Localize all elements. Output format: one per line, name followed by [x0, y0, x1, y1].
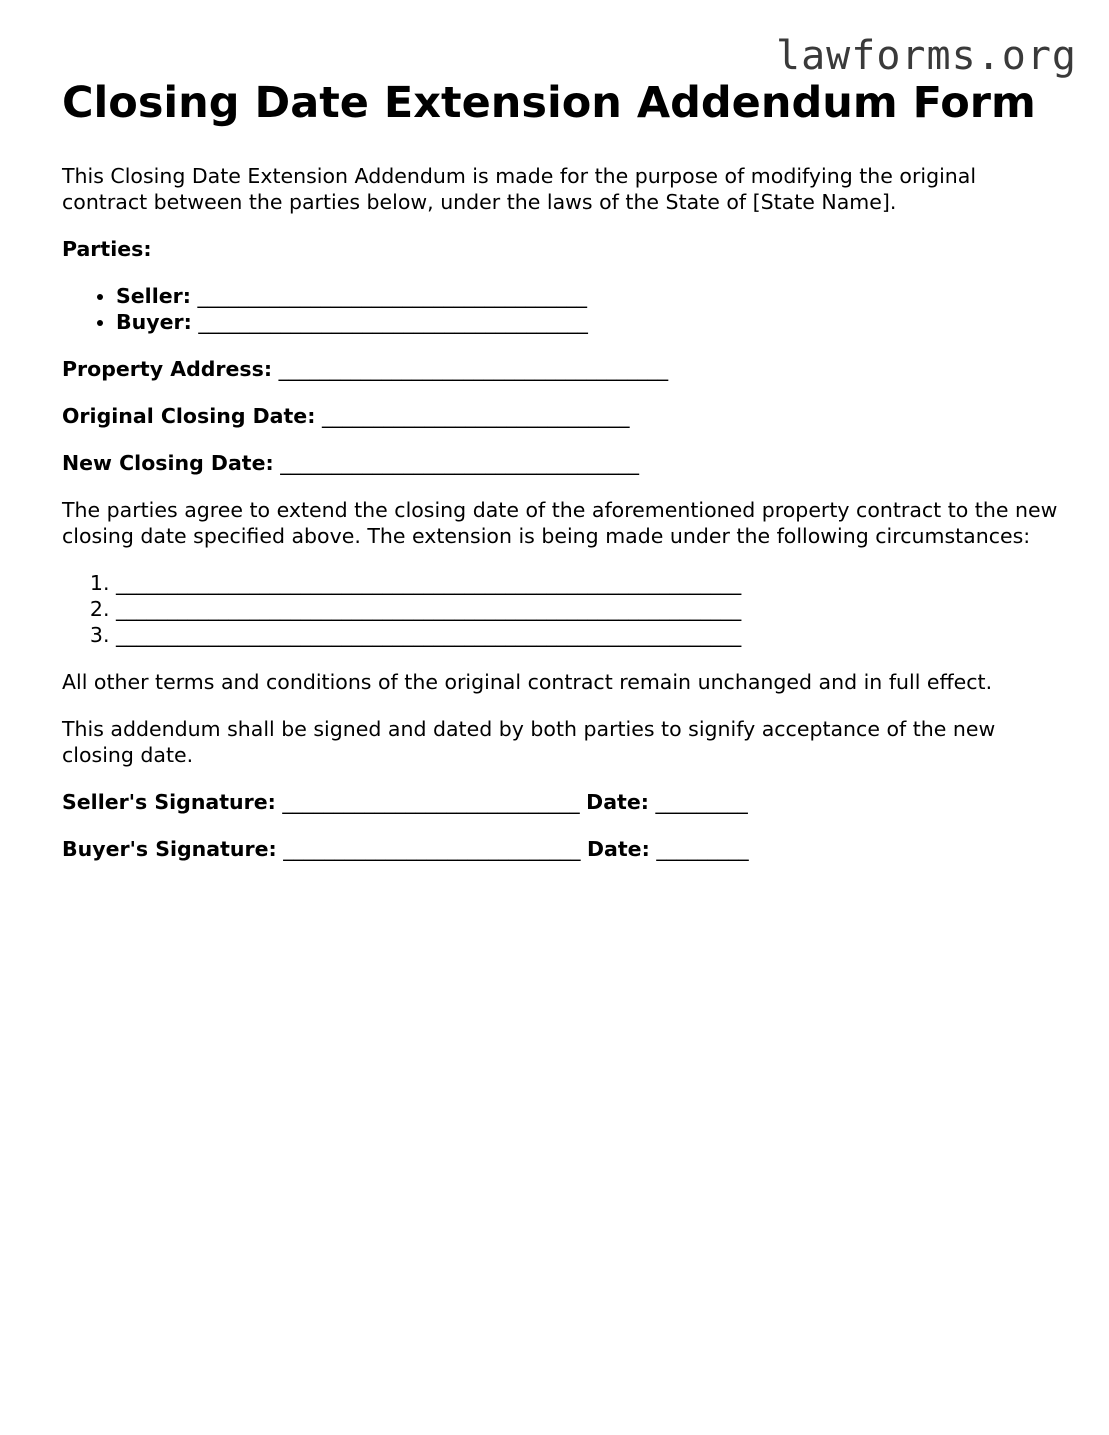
list-item-buyer: [116, 309, 1062, 335]
original-closing-date-label: Original Closing Date:: [62, 404, 316, 428]
circumstances-list: [62, 570, 1062, 648]
seller-date-label: Date:: [586, 790, 649, 814]
seller-blank-field[interactable]: ______________________________________: [197, 284, 587, 308]
seller-label: Seller:: [116, 284, 191, 308]
site-watermark: lawforms.org: [776, 33, 1077, 79]
seller-date-blank-field[interactable]: _________: [655, 790, 748, 814]
buyer-blank-field[interactable]: ______________________________________: [198, 310, 588, 334]
seller-signature-line: [62, 789, 1062, 815]
terms-paragraph: All other terms and conditions of the original contract remain unchanged and in full effect.: [62, 670, 993, 694]
buyer-signature-label: Buyer's Signature:: [62, 837, 277, 861]
list-item[interactable]: 2. _____________________________________________________________: [116, 596, 1062, 622]
buyer-date-blank-field[interactable]: _________: [656, 837, 749, 861]
new-closing-date-label: New Closing Date:: [62, 451, 274, 475]
parties-heading: [62, 236, 1062, 262]
signing-note-paragraph: This addendum shall be signed and dated by both parties to signify acceptance of the new closing date.: [62, 717, 996, 767]
property-address-line: [62, 356, 1062, 382]
buyer-signature-line: [62, 836, 1062, 862]
buyer-label: Buyer:: [116, 310, 192, 334]
original-closing-date-line: [62, 403, 1062, 429]
parties-heading-label: Parties:: [62, 237, 152, 261]
page-title: Closing Date Extension Addendum Form: [62, 78, 1036, 128]
list-item-seller: [116, 283, 1062, 309]
buyer-date-label: Date:: [587, 837, 650, 861]
agreement-paragraph: The parties agree to extend the closing date of the aforementioned property contract to the new closing date specified above. The extension is being made under the following circumstances:: [62, 498, 1058, 548]
document-body: [62, 78, 1062, 883]
seller-signature-label: Seller's Signature:: [62, 790, 276, 814]
original-closing-date-blank-field[interactable]: ______________________________: [321, 404, 630, 428]
intro-paragraph: This Closing Date Extension Addendum is made for the purpose of modifying the original contract between the parties below, under the laws of the State of [State Name].: [62, 164, 977, 214]
parties-list: [62, 283, 1062, 335]
buyer-signature-blank-field[interactable]: _____________________________: [283, 837, 581, 861]
list-item[interactable]: 1. _____________________________________________________________: [116, 570, 1062, 596]
list-item[interactable]: 3. _____________________________________________________________: [116, 622, 1062, 648]
new-closing-date-line: [62, 450, 1062, 476]
seller-signature-blank-field[interactable]: _____________________________: [282, 790, 580, 814]
new-closing-date-blank-field[interactable]: ___________________________________: [280, 451, 639, 475]
property-address-blank-field[interactable]: ______________________________________: [278, 357, 669, 381]
property-address-label: Property Address:: [62, 357, 273, 381]
